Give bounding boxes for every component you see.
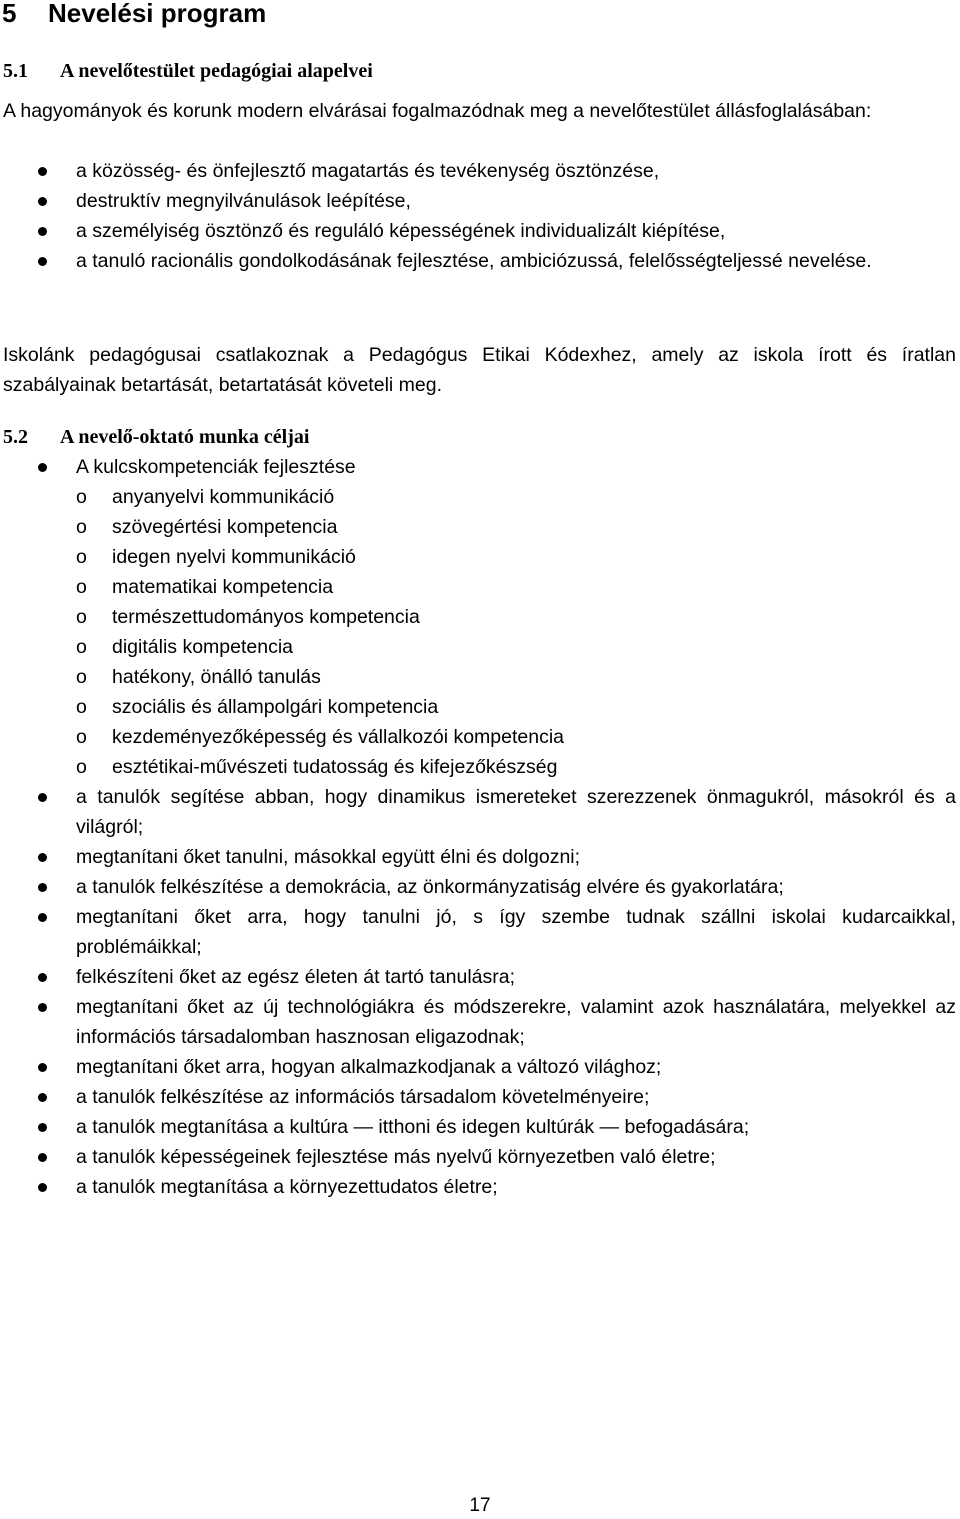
circle-bullet-icon: o: [76, 486, 87, 508]
bullet-icon: [38, 793, 47, 802]
bullet-icon: [38, 1183, 47, 1192]
list-item: destruktív megnyilvánulások leépítése,: [0, 186, 956, 216]
bullet-icon: [38, 1153, 47, 1162]
list-item: megtanítani őket arra, hogy tanulni jó, s így szembe tudnak szállni iskolai kudarcaikkal, problémáikkal;: [0, 902, 956, 962]
bullet-icon: [38, 1063, 47, 1072]
sublist-item: o természettudományos kompetencia: [0, 602, 956, 632]
sublist-item: o esztétikai-művészeti tudatosság és kifejezőkészség: [0, 752, 956, 782]
circle-bullet-icon: o: [76, 636, 87, 658]
chapter-number: 5: [2, 0, 17, 28]
circle-bullet-icon: o: [76, 666, 87, 688]
section-title: A nevelőtestület pedagógiai alapelvei: [60, 60, 373, 82]
list-item: a tanulók képességeinek fejlesztése más nyelvű környezetben való életre;: [0, 1142, 956, 1172]
principles-list: [0, 156, 956, 276]
list-item: a tanuló racionális gondolkodásának fejlesztése, ambiciózussá, felelősségteljessé nevelése.: [0, 246, 956, 276]
sublist-item: o idegen nyelvi kommunikáció: [0, 542, 956, 572]
page-number: 17: [469, 1495, 491, 1516]
chapter-heading: [2, 0, 266, 30]
circle-bullet-icon: o: [76, 756, 87, 778]
circle-bullet-icon: o: [76, 516, 87, 538]
circle-bullet-icon: o: [76, 576, 87, 598]
sublist-item: o szociális és állampolgári kompetencia: [0, 692, 956, 722]
list-item: a tanulók megtanítása a kultúra — itthoni és idegen kultúrák — befogadására;: [0, 1112, 956, 1142]
chapter-title: Nevelési program: [48, 0, 267, 28]
bullet-icon: [38, 1093, 47, 1102]
list-item: a tanulók megtanítása a környezettudatos életre;: [0, 1172, 956, 1202]
section-intro-paragraph: A hagyományok és korunk modern elvárásai fogalmazódnak meg a nevelőtestület állásfoglalásában:: [3, 100, 872, 122]
section-heading-5-2: [3, 424, 309, 450]
bullet-icon: [38, 227, 47, 236]
sublist-item: o szövegértési kompetencia: [0, 512, 956, 542]
section-number: 5.2: [3, 426, 28, 448]
bullet-icon: [38, 257, 47, 266]
bullet-icon: [38, 197, 47, 206]
goals-list: [0, 452, 956, 1202]
bullet-icon: [38, 973, 47, 982]
list-item: a tanulók segítése abban, hogy dinamikus ismereteket szerezzenek önmagukról, másokról és a világról;: [0, 782, 956, 842]
circle-bullet-icon: o: [76, 726, 87, 748]
bullet-icon: [38, 1003, 47, 1012]
list-item: megtanítani őket az új technológiákra és módszerekre, valamint azok használatára, melyekkel az információs társadalomban hasznosan eligazodnak;: [0, 992, 956, 1052]
circle-bullet-icon: o: [76, 696, 87, 718]
sublist-item: o digitális kompetencia: [0, 632, 956, 662]
list-item: a tanulók felkészítése az információs társadalom követelményeire;: [0, 1082, 956, 1112]
sublist-item: o anyanyelvi kommunikáció: [0, 482, 956, 512]
bullet-icon: [38, 167, 47, 176]
bullet-icon: [38, 913, 47, 922]
list-item: felkészíteni őket az egész életen át tartó tanulásra;: [0, 962, 956, 992]
list-item: megtanítani őket arra, hogyan alkalmazkodjanak a változó világhoz;: [0, 1052, 956, 1082]
sublist-item: o hatékony, önálló tanulás: [0, 662, 956, 692]
list-item: a tanulók felkészítése a demokrácia, az önkormányzatiság elvére és gyakorlatára;: [0, 872, 956, 902]
list-item: a személyiség ösztönző és reguláló képességének individualizált kiépítése,: [0, 216, 956, 246]
bullet-icon: [38, 883, 47, 892]
competences-sublist: [76, 482, 956, 782]
circle-bullet-icon: o: [76, 606, 87, 628]
list-item: a közösség- és önfejlesztő magatartás és tevékenység ösztönzése,: [0, 156, 956, 186]
circle-bullet-icon: o: [76, 546, 87, 568]
sublist-item: o matematikai kompetencia: [0, 572, 956, 602]
sublist-item: o kezdeményezőképesség és vállalkozói kompetencia: [0, 722, 956, 752]
bullet-icon: [38, 853, 47, 862]
bullet-icon: [38, 1123, 47, 1132]
bullet-icon: [38, 463, 47, 472]
section-title: A nevelő-oktató munka céljai: [60, 426, 310, 448]
section-heading-5-1: [3, 58, 373, 84]
list-item: [0, 452, 956, 782]
section-number: 5.1: [3, 60, 28, 82]
list-item: megtanítani őket tanulni, másokkal együtt élni és dolgozni;: [0, 842, 956, 872]
ethics-code-paragraph: Iskolánk pedagógusai csatlakoznak a Pedagógus Etikai Kódexhez, amely az iskola írott és íratlan szabályainak betartását, betartatását követeli meg.: [3, 344, 956, 396]
competences-heading: A kulcskompetenciák fejlesztése: [76, 456, 356, 478]
